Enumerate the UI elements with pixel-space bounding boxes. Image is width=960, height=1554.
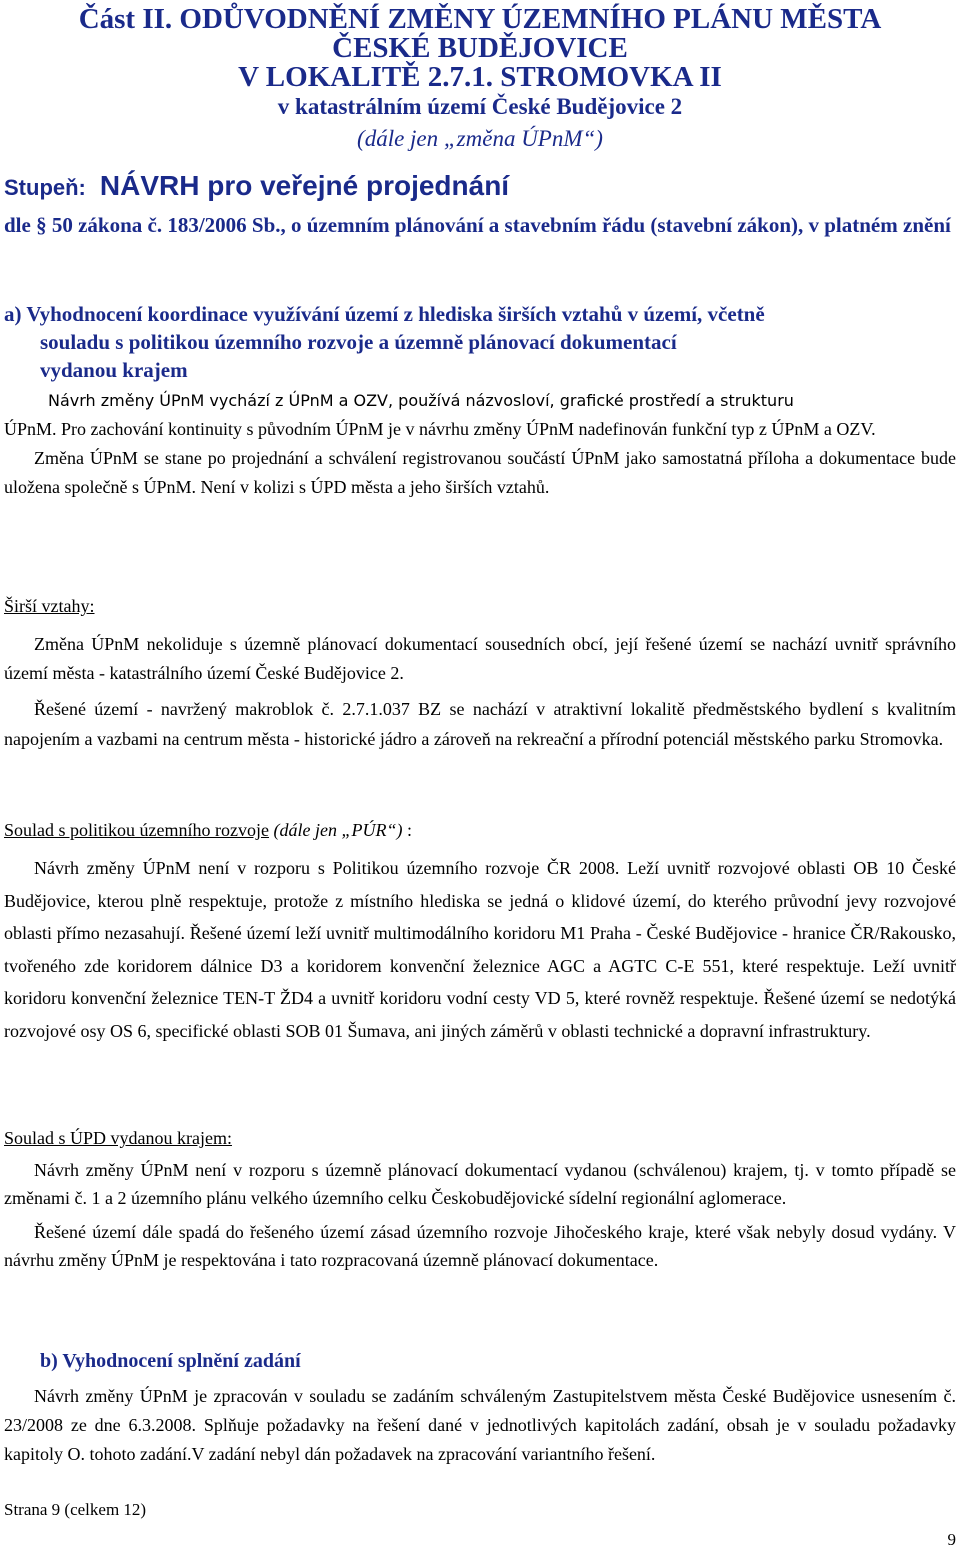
section-b-heading: b) Vyhodnocení splnění zadání	[40, 1350, 301, 1372]
section-b-para1: Návrh změny ÚPnM je zpracován v souladu se zadáním schváleným Zastupitelstvem města České Budějovice usnesením č. 23/2008 ze dne 6.3.2008. Splňuje požadavky na řešení dané v jednotlivých kapitolách zadání, obsah je v souladu požadavky kapitoly O. tohoto zadání.V zadání nebyl dán požadavek na zpracování variantního řešení.	[4, 1386, 956, 1464]
section-a-para3: Změna ÚPnM se stane po projednání a schválení registrovanou součástí ÚPnM jako samostatná příloha a dokumentace bude uložena společně s ÚPnM. Není v kolizi s ÚPD města a jeho širších vztahů.	[4, 448, 956, 497]
pur-para1: Návrh změny ÚPnM není v rozporu s Politikou územního rozvoje ČR 2008. Leží uvnitř rozvojové oblasti OB 10 České Budějovice, kterou plně respektuje, protože z místního hlediska se jedná o klidové území, do kterého průvodní jevy rozvojové oblasti přímo nezasahují. Řešené území leží uvnitř multimodálního koridoru M1 Praha - České Budějovice - hranice ČR/Rakousko, tvořeného zde koridorem dálnice D3 a koridorem konvenční železnice AGC a AGTC C-E 551, které respektuje. Leží uvnitř koridoru konvenční železnice TEN-T ŽD4 a uvnitř koridoru vodní cesty VD 5, které rovněž respektuje. Řešené území se nedotýká rozvojové osy OS 6, specifické oblasti SOB 01 Šumava, ani jiných záměrů v oblasti technické a dopravní infrastruktury.	[4, 858, 956, 1041]
wider-relations	[4, 592, 956, 754]
page-number: 9	[947, 1530, 956, 1549]
wider-relations-para2: Řešené území - navržený makroblok č. 2.7.1.037 BZ se nachází v atraktivní lokalitě předměstského bydlení s kvalitním napojením a vazbami na centrum města - historické jádro a zároveň na rekreační a přírodní potenciál městského parku Stromovka.	[4, 699, 956, 749]
law-reference: dle § 50 zákona č. 183/2006 Sb., o územním plánování a stavebním řádu (stavební zákon), v platném znění	[4, 213, 951, 237]
page-footer-label: Strana 9 (celkem 12)	[4, 1500, 147, 1519]
doc-title-line2: ČESKÉ BUDĚJOVICE	[332, 32, 628, 64]
upd-para1: Návrh změny ÚPnM není v rozporu s územně plánovací dokumentací vydanou (schválenou) krajem, tj. v tomto případě se změnami č. 1 a 2 územního plánu velkého územního celku Českobudějovické sídelní regionální aglomerace.	[4, 1160, 956, 1208]
pur-section	[4, 814, 956, 1047]
upd-section	[4, 1124, 956, 1274]
doc-title-line1: Část II. ODŮVODNĚNÍ ZMĚNY ÚZEMNÍHO PLÁNU MĚSTA	[78, 3, 882, 35]
pur-heading-colon: :	[402, 820, 412, 840]
doc-title-line3: V LOKALITĚ 2.7.1. STROMOVKA II	[238, 61, 722, 93]
doc-title-cadastral: v katastrálním území České Budějovice 2	[277, 94, 683, 119]
section-a-heading-line2: souladu s politikou územního rozvoje a územně plánovací dokumentací	[40, 330, 677, 354]
doc-title-alias: (dále jen „změna ÚPnM“)	[357, 126, 603, 151]
stage-label: Stupeň:	[4, 175, 86, 200]
pur-heading-paren: (dále jen „PÚR“)	[273, 820, 403, 840]
section-a-heading-line1: a) Vyhodnocení koordinace využívání území z hlediska širších vztahů v území, včetně	[4, 302, 765, 326]
section-a-heading-line3: vydanou krajem	[40, 358, 188, 382]
stage-line	[4, 170, 509, 202]
section-a-heading	[4, 300, 956, 384]
wider-relations-para1: Změna ÚPnM nekoliduje s územně plánovací dokumentací sousedních obcí, její řešené území se nachází uvnitř správního území města - katastrálního území České Budějovice 2.	[4, 634, 956, 683]
pur-heading	[4, 814, 956, 846]
stage-value: NÁVRH pro veřejné projednání	[99, 170, 510, 201]
pur-heading-text: Soulad s politikou územního rozvoje	[4, 820, 269, 840]
wider-relations-heading: Širší vztahy:	[4, 596, 95, 616]
section-a-para2: ÚPnM. Pro zachování kontinuity s původním ÚPnM je v návrhu změny ÚPnM nadefinován funkční typ z ÚPnM a OZV.	[4, 419, 876, 439]
section-b-body	[4, 1382, 956, 1469]
section-a-para1: Návrh změny ÚPnM vychází z ÚPnM a OZV, používá názvosloví, grafické prostředí a strukturu	[48, 391, 794, 410]
section-a-body	[4, 386, 956, 502]
upd-heading: Soulad s ÚPD vydanou krajem:	[4, 1128, 232, 1148]
upd-para2: Řešené území dále spadá do řešeného území zásad územního rozvoje Jihočeského kraje, které však nebyly dosud vydány. V návrhu změny ÚPnM je respektována i tato rozpracovaná územně plánovací dokumentace.	[4, 1222, 956, 1270]
